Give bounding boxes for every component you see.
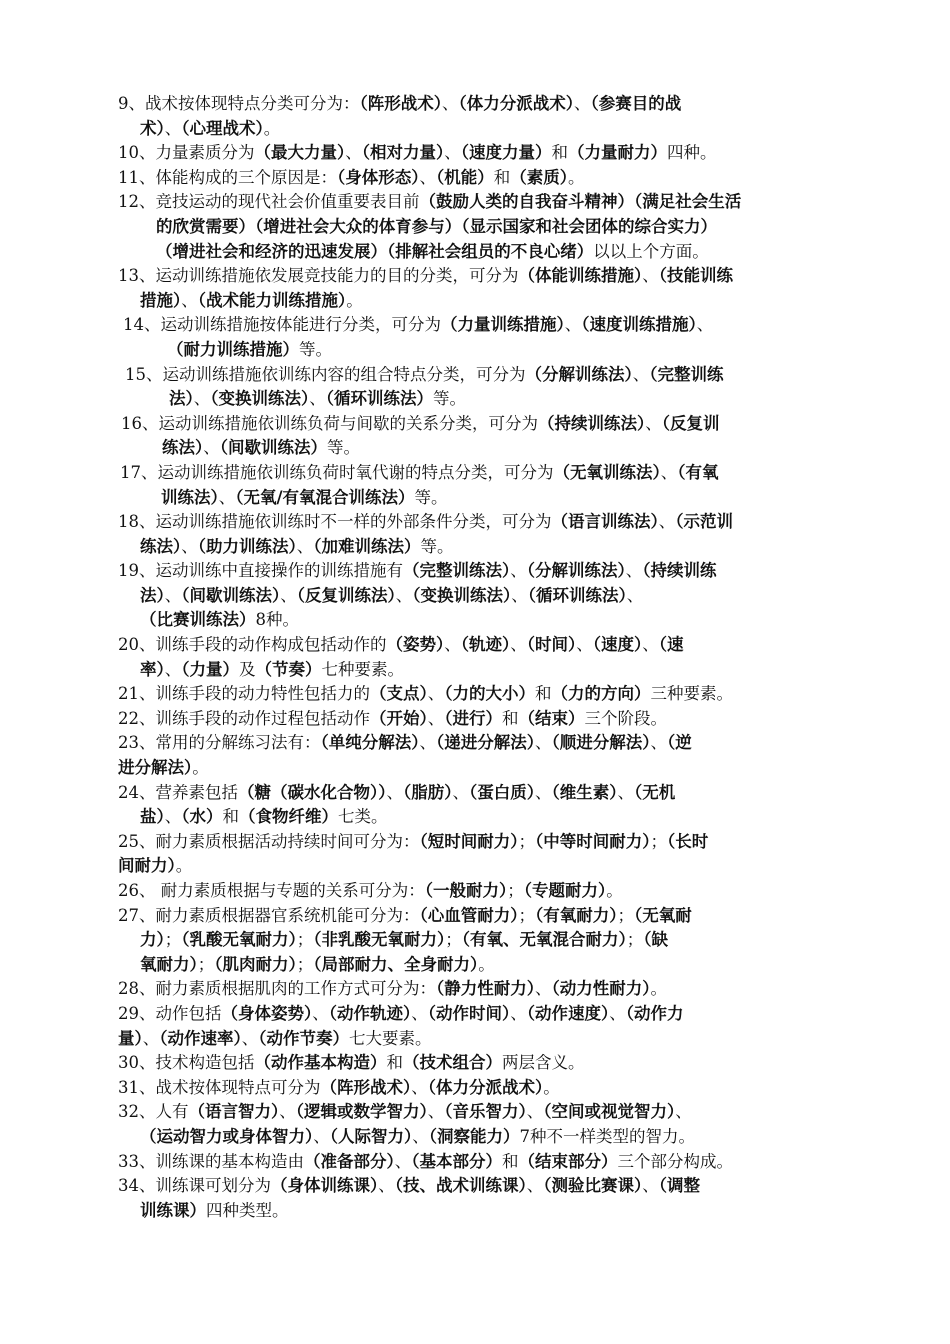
item-line: 法）、（间歇训练法）、（反复训练法）、（变换训练法）、（循环训练法）、 <box>140 585 644 605</box>
list-item <box>118 879 848 904</box>
item-line: 28、耐力素质根据肌肉的工作方式可分为：（静力性耐力）、（动力性耐力）。 <box>118 979 667 999</box>
list-item <box>118 92 848 141</box>
list-item <box>118 1174 848 1223</box>
item-line: 30、技术构造包括（动作基本构造）和（技术组合）两层含义。 <box>118 1053 585 1073</box>
list-item <box>118 510 848 559</box>
document-page <box>118 92 848 1223</box>
item-line: 训练法）、（无氧/有氧混合训练法）等。 <box>161 487 448 507</box>
item-line: 16、运动训练措施依训练负荷与间歇的关系分类，可分为（持续训练法）、（反复训 <box>121 413 720 433</box>
list-item <box>118 904 848 978</box>
item-line: 22、训练手段的动作过程包括动作（开始）、（进行）和（结束）三个阶段。 <box>118 708 667 728</box>
item-line: 进分解法）。 <box>118 758 209 778</box>
item-line: 33、训练课的基本构造由（准备部分）、（基本部分）和（结束部分）三个部分构成。 <box>118 1151 733 1171</box>
item-line: 的欣赏需要）（增进社会大众的体育参与）（显示国家和社会团体的综合实力） <box>156 216 717 236</box>
item-line: （比赛训练法）8种。 <box>140 610 299 630</box>
item-line: 26、 耐力素质根据与专题的关系可分为：（一般耐力）；（专题耐力）。 <box>118 881 623 900</box>
list-item <box>118 461 848 510</box>
list-item <box>118 313 848 362</box>
list-item <box>118 781 848 830</box>
item-line: 25、耐力素质根据活动持续时间可分为：（短时间耐力）；（中等时间耐力）；（长时 <box>118 831 709 851</box>
item-line: 间耐力）。 <box>118 856 193 876</box>
item-line: 率）、（力量）及（节奏）七种要素。 <box>140 659 404 679</box>
item-line: 盐）、（水）和（食物纤维）七类。 <box>140 807 388 827</box>
item-line: 19、运动训练中直接操作的训练措施有（完整训练法）、（分解训练法）、（持续训练 <box>118 561 717 581</box>
list-item <box>118 731 848 780</box>
item-line: 29、动作包括（身体姿势）、（动作轨迹）、（动作时间）、（动作速度）、（动作力 <box>118 1003 684 1023</box>
list-item <box>118 830 848 879</box>
item-line: 34、训练课可划分为（身体训练课）、（技、战术训练课）、（测验比赛课）、（调整 <box>118 1176 700 1196</box>
item-line: 27、耐力素质根据器官系统机能可分为：（心血管耐力）；（有氧耐力）；（无氧耐 <box>118 905 692 925</box>
list-item <box>118 977 848 1002</box>
list-item <box>118 1076 848 1101</box>
list-item <box>118 190 848 264</box>
item-line: 量）、（动作速率）、（动作节奏）七大要素。 <box>118 1028 432 1048</box>
item-line: 措施）、（战术能力训练措施）。 <box>140 290 363 310</box>
item-line: （运动智力或身体智力）、（人际智力）、（洞察能力）7种不一样类型的智力。 <box>140 1126 695 1146</box>
item-line: 17、运动训练措施依训练负荷时氧代谢的特点分类，可分为（无氧训练法）、（有氧 <box>120 462 719 482</box>
item-line: 练法）、（间歇训练法）等。 <box>162 438 360 458</box>
list-item <box>118 559 848 633</box>
list-item <box>118 166 848 191</box>
item-line: 13、运动训练措施依发展竞技能力的目的分类，可分为（体能训练措施）、（技能训练 <box>118 266 733 286</box>
list-item <box>118 1051 848 1076</box>
item-line: 9、战术按体现特点分类可分为：（阵形战术）、（体力分派战术）、（参赛目的战 <box>118 94 682 113</box>
item-line: 12、竞技运动的现代社会价值重要表目前（鼓励人类的自我奋斗精神）（满足社会生活 <box>118 192 742 212</box>
item-line: 术）、（心理战术）。 <box>140 118 281 138</box>
list-item <box>118 1100 848 1149</box>
item-line: 11、体能构成的三个原因是：（身体形态）、（机能）和（素质）。 <box>118 167 585 187</box>
item-line: 氧耐力）；（肌肉耐力）；（局部耐力、全身耐力）。 <box>140 954 495 974</box>
list-item <box>118 363 848 412</box>
item-line: 14、运动训练措施按体能进行分类，可分为（力量训练措施）、（速度训练措施）、 <box>123 315 714 335</box>
item-line: 18、运动训练措施依训练时不一样的外部条件分类，可分为（语言训练法）、（示范训 <box>118 512 733 532</box>
item-line: 32、人有（语言智力）、（逻辑或数学智力）、（音乐智力）、（空间或视觉智力）、 <box>118 1102 692 1122</box>
item-line: 20、训练手段的动作构成包括动作的（姿势）、（轨迹）、（时间）、（速度）、（速 <box>118 635 684 655</box>
item-line: 法）、（变换训练法）、（循环训练法）等。 <box>169 389 466 409</box>
list-item <box>118 1002 848 1051</box>
item-line: 31、战术按体现特点可分为（阵形战术）、（体力分派战术）。 <box>118 1077 560 1097</box>
list-item <box>118 707 848 732</box>
list-item <box>118 682 848 707</box>
list-item <box>118 1150 848 1175</box>
item-line: （增进社会和经济的迅速发展）（排解社会组员的不良心绪）以以上个方面。 <box>156 241 709 261</box>
item-line: 力）；（乳酸无氧耐力）；（非乳酸无氧耐力）；（有氧、无氧混合耐力）；（缺 <box>140 930 668 950</box>
list-item <box>118 141 848 166</box>
item-line: 训练课）四种类型。 <box>140 1200 289 1220</box>
list-item <box>118 412 848 461</box>
item-line: 21、训练手段的动力特性包括力的（支点）、（力的大小）和（力的方向）三种要素。 <box>118 684 733 704</box>
item-line: 23、常用的分解练习法有：（单纯分解法）、（递进分解法）、（顺进分解法）、（逆 <box>118 733 692 753</box>
item-line: 24、营养素包括（糖（碳水化合物））、（脂肪）、（蛋白质）、（维生素）、（无机 <box>118 782 676 802</box>
item-line: （耐力训练措施）等。 <box>167 339 332 359</box>
list-item <box>118 264 848 313</box>
item-line: 练法）、（助力训练法）、（加难训练法）等。 <box>140 536 454 556</box>
item-line: 15、运动训练措施依训练内容的组合特点分类，可分为（分解训练法）、（完整训练 <box>125 364 724 384</box>
item-line: 10、力量素质分为（最大力量）、（相对力量）、（速度力量）和（力量耐力）四种。 <box>118 143 717 163</box>
list-item <box>118 633 848 682</box>
